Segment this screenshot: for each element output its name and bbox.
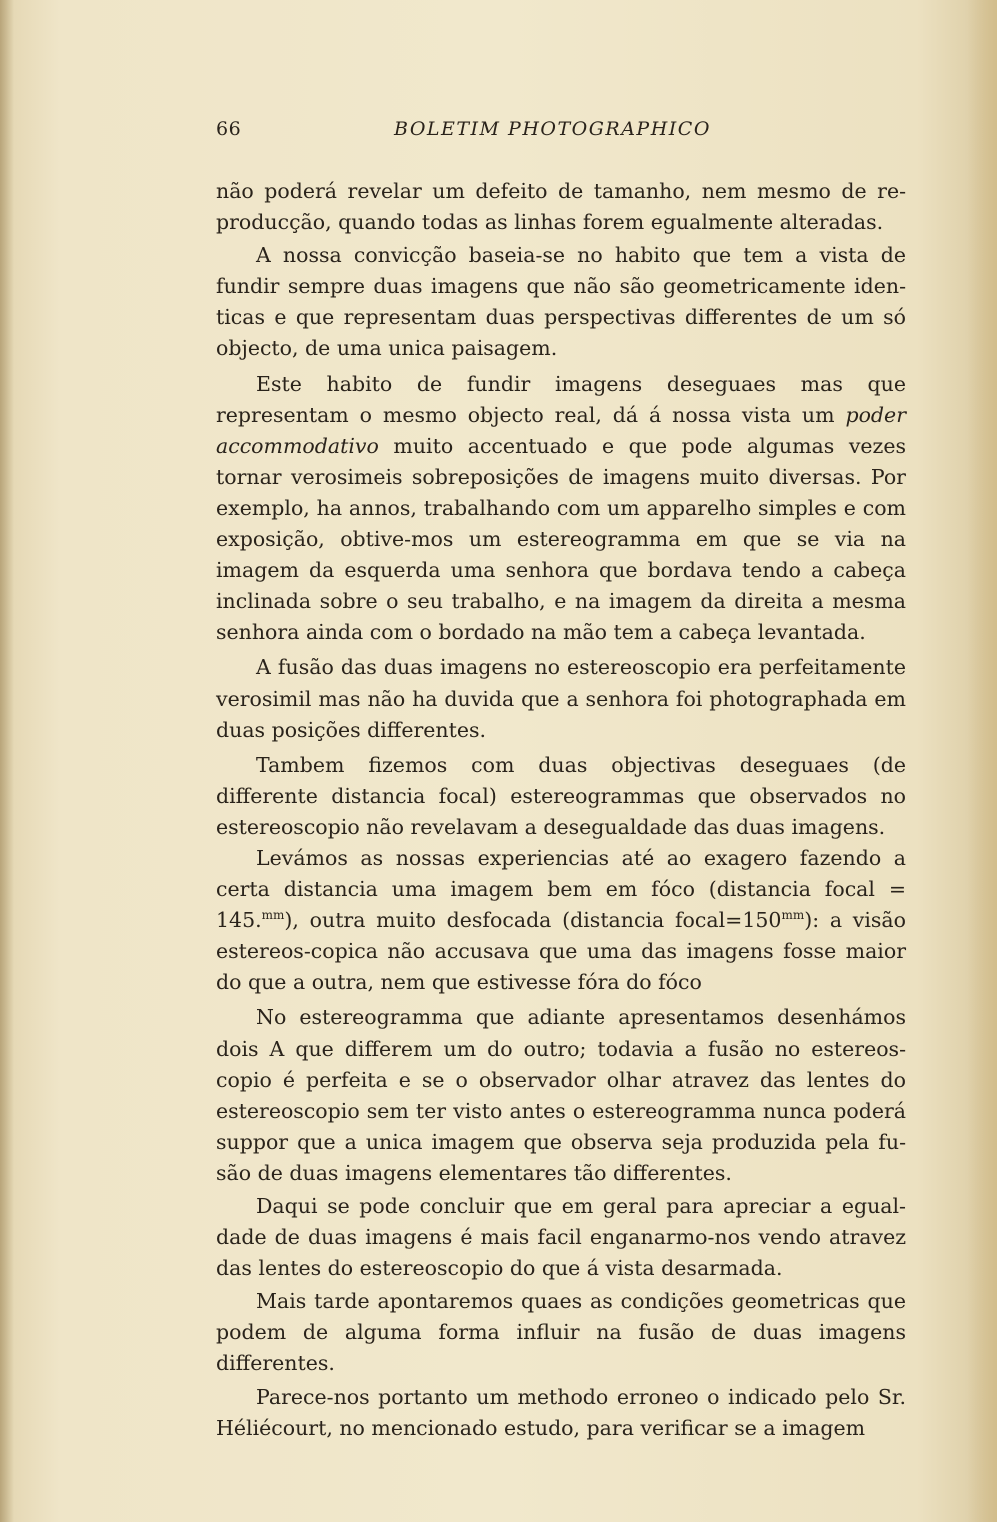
journal-title: BOLETIM PHOTOGRAPHICO (394, 118, 711, 140)
paragraph: Parece-nos portanto um methodo erroneo o indicado pelo Sr. Héliécourt, no mencionado estudo, para verificar se a imagem (216, 1384, 906, 1440)
paragraph: Daqui se pode concluir que em geral para apreciar a egual-dade de duas imagens é mais facil enganarmo-nos vendo atravez das lentes do estereoscopio do que á vista desarmada. (216, 1194, 906, 1281)
paragraph: No estereogramma que adiante apresentamos desenhámos dois A que differem um do outro; todavia a fusão no estereos-copio é perfeita e se o observador olhar atravez das lentes do estereoscopio sem ter visto antes o estereogramma nunca poderá suppor que a unica imagem que observa seja produzida pela fu-são de duas imagens elementares tão differentes. (216, 1005, 906, 1185)
page-right-edge-shadow (967, 0, 997, 1522)
page-left-edge-shadow (0, 0, 14, 1522)
paragraph-text: ): a visão estereos-copica não accusava que uma das imagens fosse maior do que a outra, nem que estivesse fóra do fóco (216, 908, 906, 995)
paragraph: Mais tarde apontaremos quaes as condições geometricas que podem de alguma forma influir na fusão de duas imagens differentes. (216, 1289, 906, 1376)
paragraph: A fusão das duas imagens no estereoscopio era perfeitamente verosimil mas não ha duvida que a senhora foi photographada em duas posições differentes. (216, 655, 906, 742)
running-head (216, 118, 906, 148)
page-number: 66 (216, 118, 242, 140)
unit-superscript: mm (781, 908, 805, 923)
body-text (216, 176, 906, 1444)
paragraph-text: muito accentuado e que pode algumas vezes tornar verosimeis sobreposições de imagens muito diversas. Por exemplo, ha annos, trabalhando com um apparelho simples e com exposição, obtive-mos um estereogramma em que se via na imagem da esquerda uma senhora que bordava tendo a cabeça inclinada sobre o seu trabalho, e na imagem da direita a mesma senhora ainda com o bordado na mão tem a cabeça levantada. (216, 433, 906, 645)
paragraph: não poderá revelar um defeito de tamanho, nem mesmo de re-producção, quando todas as linhas forem egualmente alteradas. (216, 179, 906, 235)
paragraph: A nossa convicção baseia-se no habito que tem a vista de fundir sempre duas imagens que não são geometricamente iden-ticas e que representam duas perspectivas differentes de um só objecto, de uma unica paisagem. (216, 243, 906, 361)
paragraph (216, 369, 906, 649)
italic-term: poder accommodativo (216, 402, 906, 458)
paragraph-text: Este habito de fundir imagens deseguaes mas que representam o mesmo objecto real, dá á nossa vista um (216, 371, 906, 427)
paragraph: Tambem fizemos com duas objectivas deseguaes (de differente distancia focal) estereogrammas que observados no estereoscopio não revelavam a desegualdade das duas imagens. (216, 752, 906, 839)
paragraph (216, 843, 906, 998)
paragraph-text: Levámos as nossas experiencias até ao exagero fazendo a certa distancia uma imagem bem em fóco (distancia focal = 145. (216, 845, 906, 933)
unit-superscript: mm (261, 908, 285, 923)
paragraph-text: ), outra muito desfocada (distancia focal=150 (284, 908, 782, 933)
